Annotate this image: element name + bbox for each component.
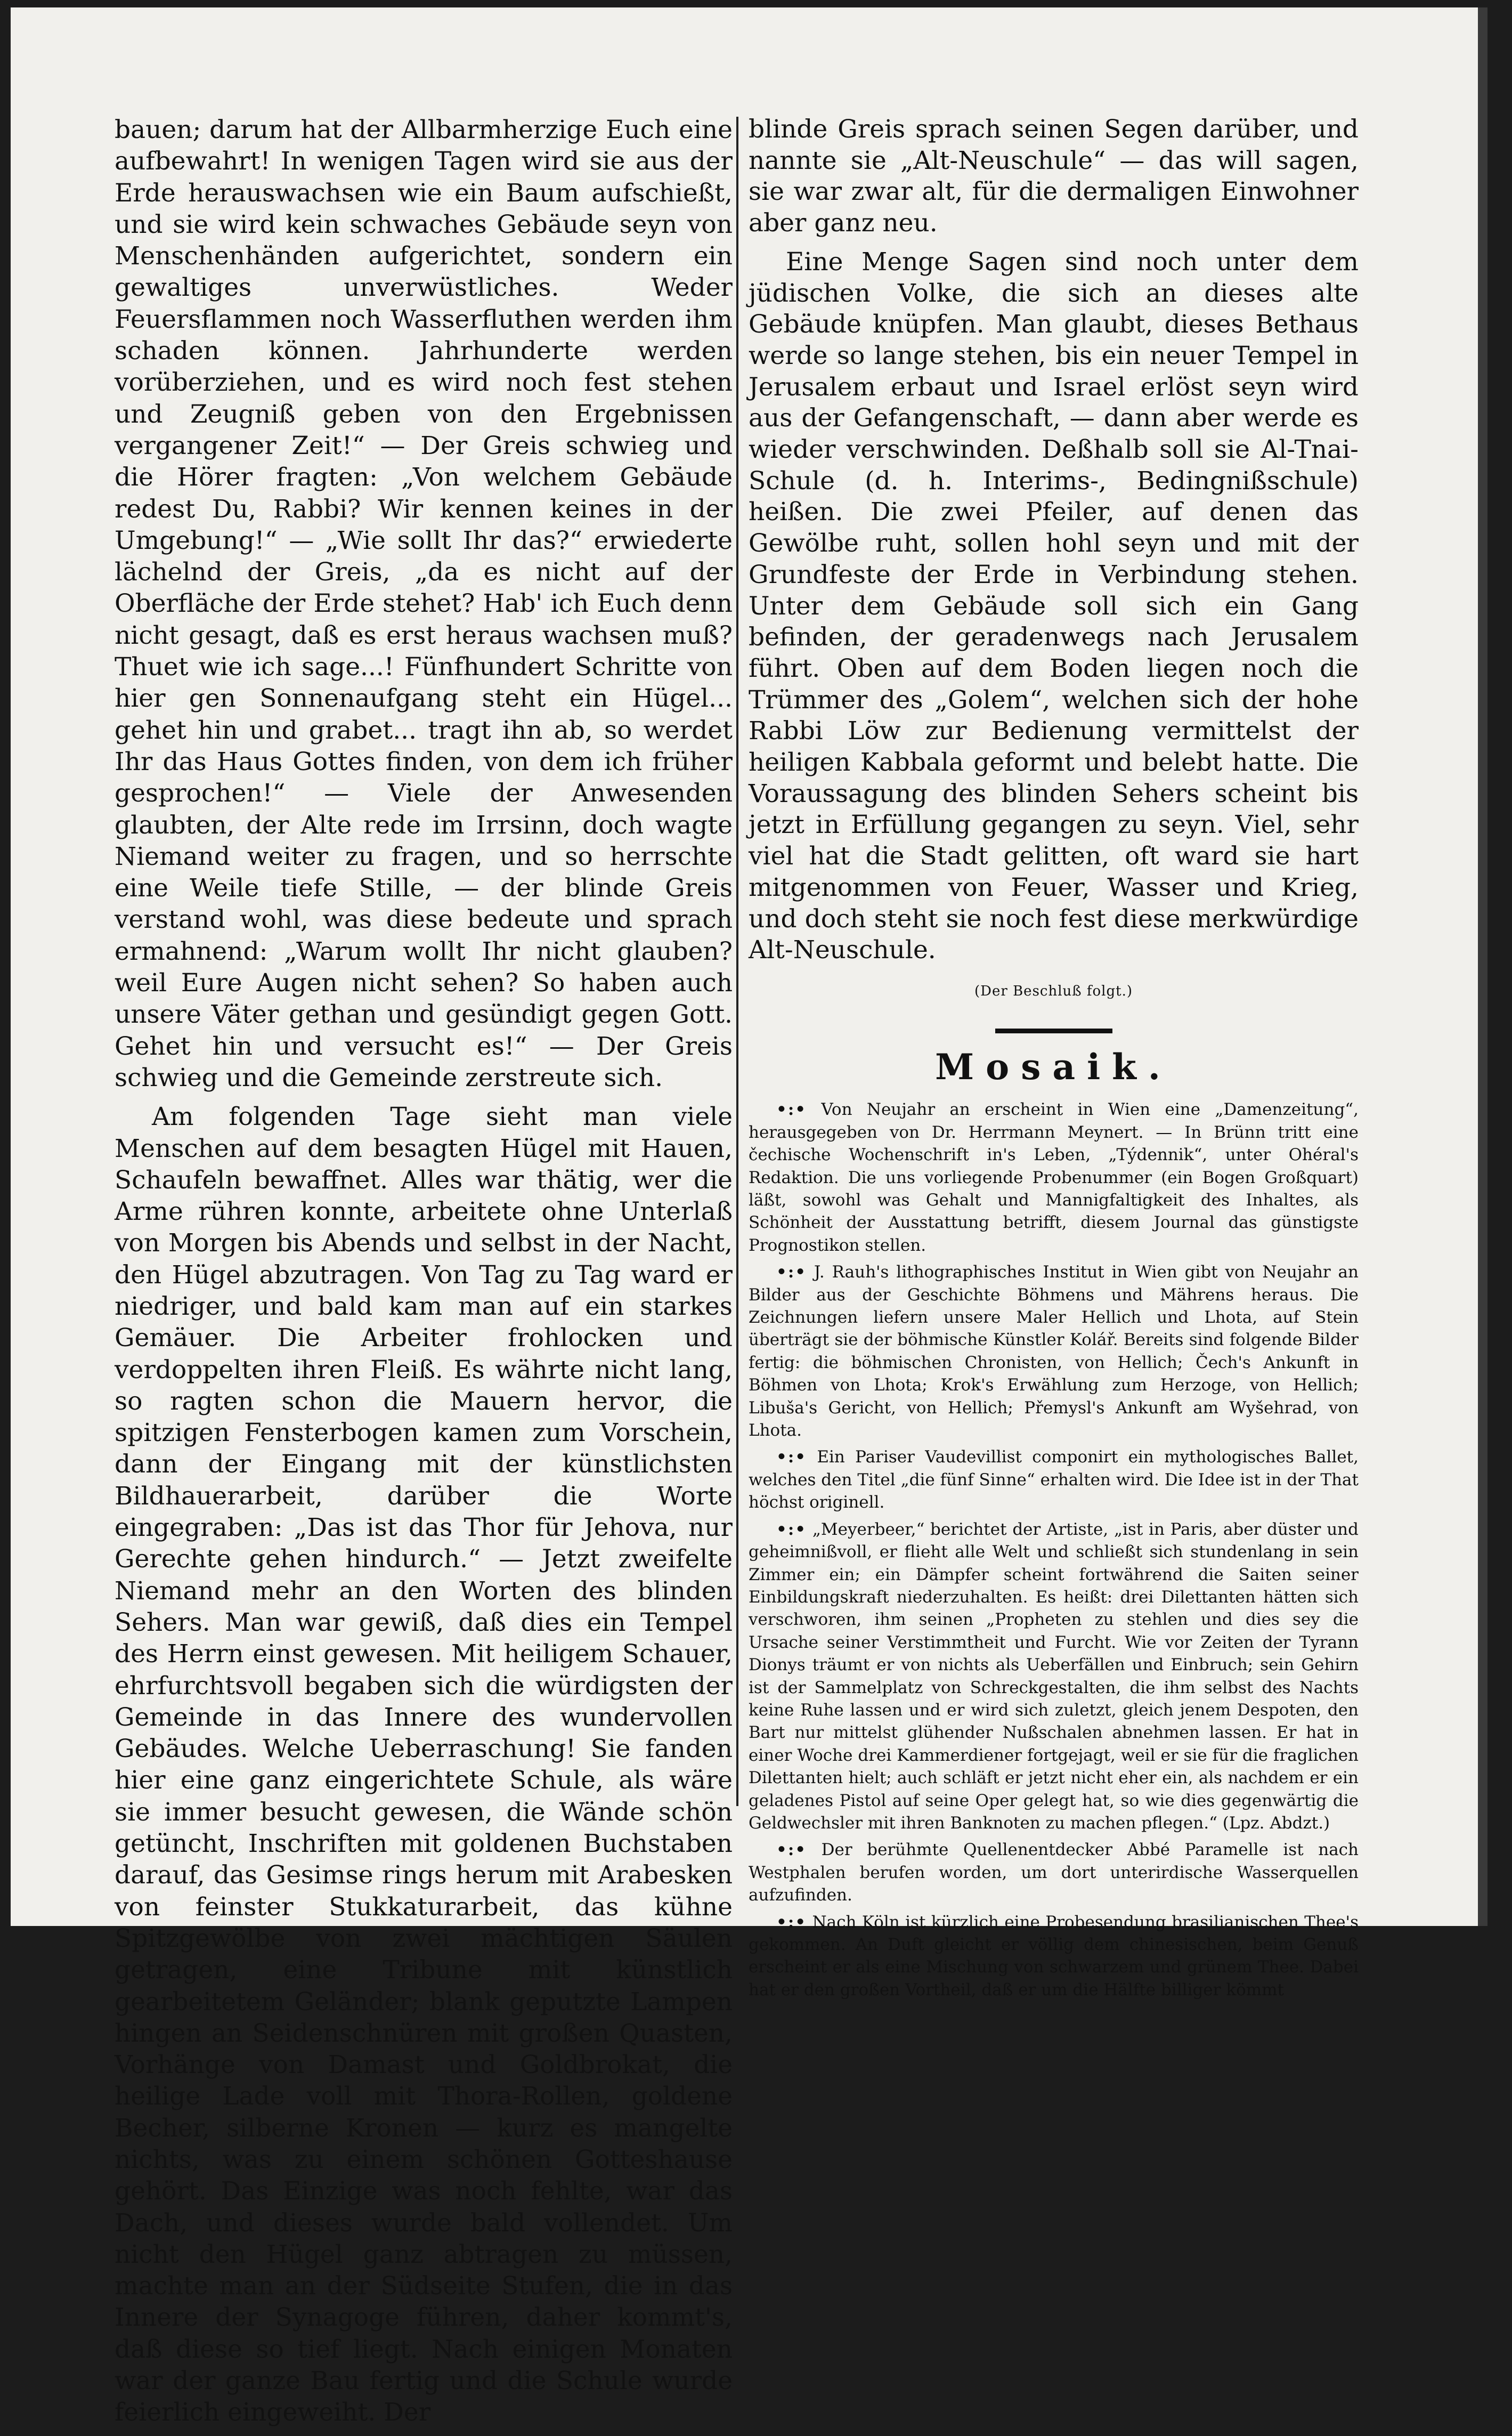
star-ornament-icon: •:•	[776, 1840, 807, 1860]
mosaic-text: J. Rauh's lithographisches Institut in Wien gibt von Neujahr an Bilder aus der Geschichte Böhmens und Mährens heraus. Die Zeichnungen liefern unsere Maler Hellich und Lhota, auf Stein überträgt sie der böhmische Künstler Kolář. Bereits sind folgende Bilder fertig: die böhmischen Chronisten, von Hellich; Čech's Ankunft in Böhmen von Lhota; Krok's Erwählung zum Herzoge, von Hellich; Libuša's Gericht, von Hellich; Přemysl's Ankunft am Wyšehrad, von Lhota.	[749, 1262, 1359, 1440]
article-paragraph: Am folgenden Tage sieht man viele Menschen auf dem besagten Hügel mit Hauen, Schaufeln bewaffnet. Alles war thätig, wer die Arme rühren konnte, arbeitete ohne Unterlaß von Morgen bis Abends und selbst in der Nacht, den Hügel abzutragen. Von Tag zu Tag ward er niedriger, und bald kam man auf ein starkes Gemäuer. Die Arbeiter frohlocken und verdoppelten ihren Fleiß. Es währte nicht lang, so ragten schon die Mauern hervor, die spitzigen Fensterbogen kamen zum Vorschein, dann der Eingang mit der künstlichsten Bildhauerarbeit, darüber die Worte eingegraben: „Das ist das Thor für Jehova, nur Gerechte gehen hindurch.“ — Jetzt zweifelte Niemand mehr an den Worten des blinden Sehers. Man war gewiß, daß dies ein Tempel des Herrn einst gewesen. Mit heiligem Schauer, ehrfurchtsvoll begaben sich die würdigsten der Gemeinde in das Innere des wundervollen Gebäudes. Welche Ueberraschung! Sie fanden hier eine ganz eingerichtete Schule, als wäre sie immer besucht gewesen, die Wände schön getüncht, Inschriften mit goldenen Buchstaben darauf, das Gesimse rings herum mit Arabesken von feinster Stukkaturarbeit, das kühne Spitzgewölbe von zwei mächtigen Säulen getragen, eine Tribune mit künstlich gearbeitetem Geländer; blank geputzte Lampen hingen an Seidenschnüren mit großen Quasten, Vorhänge von Damast und Goldbrokat, die heilige Lade voll mit Thora-Rollen, goldene Becher, silberne Kronen — kurz es mangelte nichts, was zu einem schönen Gotteshause gehört. Das Einzige was noch fehlte, war das Dach, und dieses wurde bald vollendet. Um nicht den Hügel ganz abtragen zu müssen, machte man an der Südseite Stufen, die in das Innere der Synagoge führen, daher kommt's, daß diese so tief liegt. Nach einigen Monaten war der ganze Bau fertig und die Schule wurde feierlich eingeweiht. Der	[115, 1102, 733, 2427]
section-rule	[995, 1029, 1112, 1033]
star-ornament-icon: •:•	[776, 1262, 807, 1282]
star-ornament-icon: •:•	[776, 1912, 807, 1932]
right-column	[749, 114, 1359, 2005]
left-column	[115, 114, 733, 2436]
star-ornament-icon: •:•	[776, 1519, 807, 1539]
section-heading: Mosaik.	[935, 1046, 1172, 1088]
mosaic-item	[749, 1098, 1359, 1257]
mosaic-text: Nach Köln ist kürzlich eine Probesendung brasilianischen Thee's gekommen. An Duft gleicht er völlig dem chinesischen, beim Genuß erscheint er als eine Mischung von schwarzem und grünem Thee. Dabei hat er den großen Vortheil, daß er um die Hälfte billiger kömmt	[749, 1912, 1359, 2000]
mosaic-text: Der berühmte Quellenentdecker Abbé Paramelle ist nach Westphalen berufen worden, um dort unterirdische Wasserquellen aufzufinden.	[749, 1840, 1359, 1905]
mosaic-text: Von Neujahr an erscheint in Wien eine „Damenzeitung“, herausgegeben von Dr. Herrmann Meynert. — In Brünn tritt eine čechische Wochenschrift in's Leben, „Týdennik“, unter Ohéral's Redaktion. Die uns vorliegende Probenummer (ein Bogen Großquart) läßt, sowohl was Gehalt und Mannigfaltigkeit des Inhaltes, als Schönheit der Ausstattung betrifft, diesem Journal das günstigste Prognostikon stellen.	[749, 1100, 1359, 1255]
article-paragraph: bauen; darum hat der Allbarmherzige Euch eine aufbewahrt! In wenigen Tagen wird sie aus der Erde herauswachsen wie ein Baum aufschießt, und sie wird kein schwaches Gebäude seyn von Menschenhänden aufgerichtet, sondern ein gewaltiges unverwüstliches. Weder Feuersflammen noch Wasserfluthen werden ihm schaden können. Jahrhunderte werden vorüberziehen, und es wird noch fest stehen und Zeugniß geben von den Ergebnissen vergangener Zeit!“ — Der Greis schwieg und die Hörer fragten: „Von welchem Gebäude redest Du, Rabbi? Wir kennen keines in der Umgebung!“ — „Wie sollt Ihr das?“ erwiederte lächelnd der Greis, „da es nicht auf der Oberfläche der Erde stehet? Hab' ich Euch denn nicht gesagt, daß es erst heraus wachsen muß? Thuet wie ich sage...! Fünfhundert Schritte von hier gen Sonnenaufgang steht ein Hügel... gehet hin und grabet... tragt ihn ab, so werdet Ihr das Haus Gottes finden, von dem ich früher gesprochen!“ — Viele der Anwesenden glaubten, der Alte rede im Irrsinn, doch wagte Niemand weiter zu fragen, und so herrschte eine Weile tiefe Stille, — der blinde Greis verstand wohl, was diese bedeute und sprach ermahnend: „Warum wollt Ihr nicht glauben? weil Eure Augen nicht sehen? So haben auch unsere Väter gethan und gesündigt gegen Gott. Gehet hin und versucht es!“ — Der Greis schwieg und die Gemeinde zerstreute sich.	[115, 115, 733, 1092]
mosaic-item	[749, 1839, 1359, 1906]
article-paragraph: Eine Menge Sagen sind noch unter dem jüdischen Volke, die sich an dieses alte Gebäude knüpfen. Man glaubt, dieses Bethaus werde so lange stehen, bis ein neuer Tempel in Jerusalem erbaut und Israel erlöst seyn wird aus der Gefangenschaft, — dann aber werde es wieder verschwinden. Deßhalb soll sie Al-Tnai-Schule (d. h. Interims-, Bedingnißschule) heißen. Die zwei Pfeiler, auf denen das Gewölbe ruht, sollen hohl seyn und mit der Grundfeste der Erde in Verbindung stehen. Unter dem Gebäude soll sich ein Gang befinden, der geradenwegs nach Jerusalem führt. Oben auf dem Boden liegen noch die Trümmer des „Golem“, welchen sich der hohe Rabbi Löw zur Bedienung vermittelst der heiligen Kabbala geformt und belebt hatte. Die Voraussagung des blinden Sehers scheint bis jetzt in Erfüllung gegangen zu seyn. Viel, sehr viel hat die Stadt gelitten, oft ward sie hart mitgenommen von Feuer, Wasser und Krieg, und doch steht sie noch fest diese merkwürdige Alt-Neuschule.	[749, 247, 1359, 965]
mosaic-item	[749, 1261, 1359, 1442]
mosaic-item	[749, 1446, 1359, 1514]
article-paragraph: blinde Greis sprach seinen Segen darüber, und nannte sie „Alt-Neuschule“ — das will sagen, sie war zwar alt, für die dermaligen Einwohner aber ganz neu.	[749, 115, 1359, 238]
continuation-note: (Der Beschluß folgt.)	[974, 983, 1133, 999]
mosaic-text: Ein Pariser Vaudevillist componirt ein mythologisches Ballet, welches den Titel „die fünf Sinne“ erhalten wird. Die Idee ist in der That höchst originell.	[749, 1447, 1359, 1512]
newspaper-page	[11, 7, 1487, 2427]
mosaic-item	[749, 1911, 1359, 2002]
star-ornament-icon: •:•	[776, 1100, 807, 1120]
mosaic-text: „Meyerbeer,“ berichtet der Artiste, „ist in Paris, aber düster und geheimnißvoll, er flieht alle Welt und schließt sich stundenlang in sein Zimmer ein; ein Dämpfer scheint fortwährend die Saiten seiner Einbildungskraft niederzuhalten. Es heißt: drei Dilettanten hätten sich verschworen, ihm seinen „Propheten zu stehlen und dies sey die Ursache seiner Verstimmtheit und Furcht. Wie vor Zeiten der Tyrann Dionys träumt er von nichts als Ueberfällen und Einbruch; sein Gehirn ist der Sammelplatz von Schreckgestalten, die ihm selbst des Nachts keine Ruhe lassen und er wird sich zuletzt, gleich jenem Despoten, den Bart nur mittelst glühender Nußschalen abnehmen lassen. Er hat in einer Woche drei Kammerdiener fortgejagt, weil er sie für die fraglichen Dilettanten hielt; auch schläft er jetzt nicht eher ein, als nachdem er ein geladenes Pistol auf seine Oper gelegt hat, so wie dies gegenwärtig die Geldwechsler mit ihren Banknoten zu machen pflegen.“ (Lpz. Abdzt.)	[749, 1519, 1359, 1833]
mosaic-item	[749, 1518, 1359, 1835]
column-divider	[736, 117, 738, 1806]
mosaic-section	[749, 1098, 1359, 2001]
star-ornament-icon: •:•	[776, 1447, 807, 1467]
